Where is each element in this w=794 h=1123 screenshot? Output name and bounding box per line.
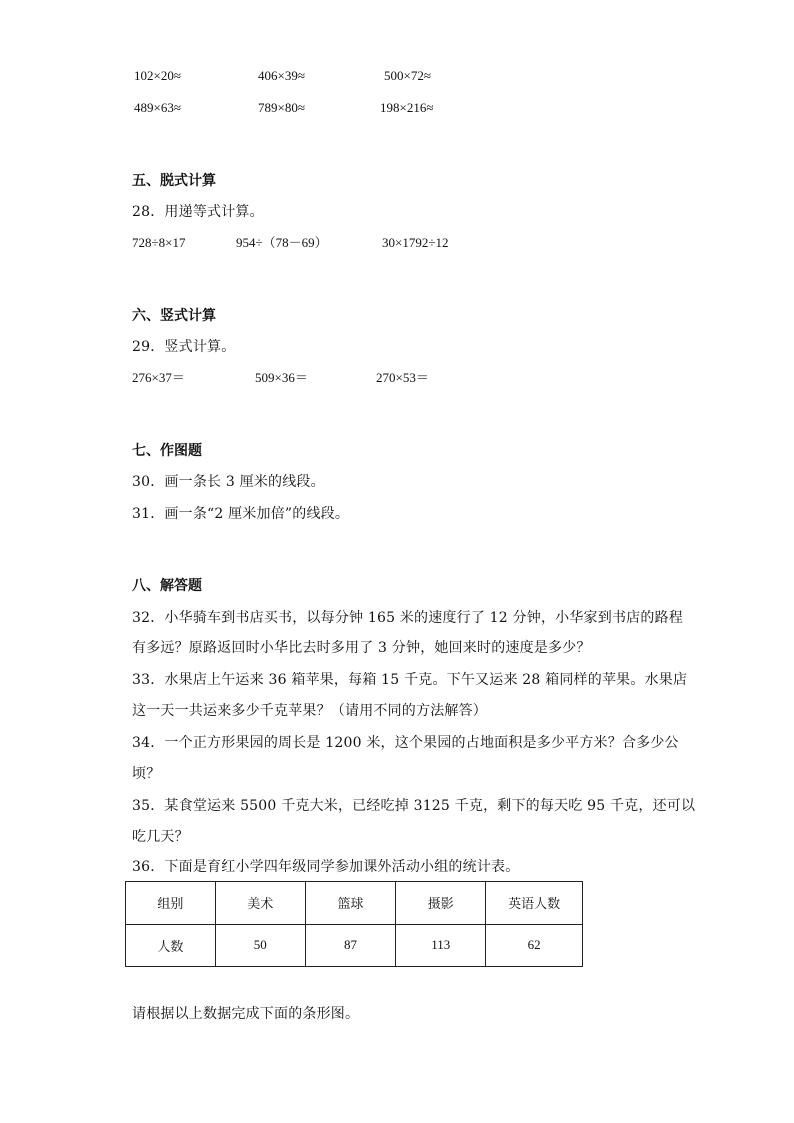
question-34-line-1: 34．一个正方形果园的周长是 1200 米，这个果园的占地面积是多少平方米？合多少公	[132, 735, 679, 751]
table-header-row	[126, 882, 583, 925]
table-header-cell: 英语人数	[486, 882, 583, 925]
estimate-6: 198×216≈	[380, 100, 434, 115]
table-header-cell: 摄影	[396, 882, 486, 925]
section-title-five: 五、脱式计算	[132, 173, 216, 189]
question-32-line-1: 32．小华骑车到书店买书，以每分钟 165 米的速度行了 12 分钟，小华家到书店的路程	[132, 610, 683, 626]
question-30: 30．画一条长 3 厘米的线段。	[132, 474, 325, 490]
question-34-line-2: 顷？	[132, 766, 161, 782]
table-cell: 62	[486, 924, 583, 967]
question-36: 36．下面是育红小学四年级同学参加课外活动小组的统计表。	[132, 859, 520, 875]
estimate-1: 102×20≈	[134, 68, 181, 83]
expression-28a: 728÷8×17	[132, 235, 186, 250]
question-28: 28．用递等式计算。	[132, 204, 264, 220]
expression-28c: 30×1792÷12	[382, 235, 449, 250]
question-31: 31．画一条“2 厘米加倍”的线段。	[132, 506, 350, 522]
table-cell: 87	[305, 924, 396, 967]
question-33-line-2: 这一天一共运来多少千克苹果？（请用不同的方法解答）	[132, 703, 487, 719]
question-35-line-1: 35．某食堂运来 5500 千克大米，已经吃掉 3125 千克，剩下的每天吃 95 千克，还可以	[132, 798, 696, 814]
table-header-cell: 美术	[215, 882, 305, 925]
question-32-line-2: 有多远？原路返回时小华比去时多用了 3 分钟，她回来时的速度是多少？	[132, 640, 591, 656]
table-cell: 人数	[126, 924, 216, 967]
expression-29c: 270×53＝	[376, 370, 429, 385]
section-title-eight: 八、解答题	[132, 578, 202, 594]
table-cell: 113	[396, 924, 486, 967]
section-title-seven: 七、作图题	[132, 443, 202, 459]
table-header-cell: 组别	[126, 882, 216, 925]
question-35-line-2: 吃几天？	[132, 829, 189, 845]
instruction-after-table: 请根据以上数据完成下面的条形图。	[132, 1006, 360, 1022]
estimate-4: 489×63≈	[134, 100, 181, 115]
table-header-cell: 篮球	[305, 882, 396, 925]
estimate-2: 406×39≈	[258, 68, 305, 83]
estimate-3: 500×72≈	[384, 68, 431, 83]
section-title-six: 六、竖式计算	[132, 308, 216, 324]
expression-29a: 276×37＝	[132, 370, 185, 385]
question-29: 29．竖式计算。	[132, 339, 236, 355]
question-33-line-1: 33．水果店上午运来 36 箱苹果，每箱 15 千克。下午又运来 28 箱同样的苹果。水果店	[132, 672, 688, 688]
table-cell: 50	[215, 924, 305, 967]
table-row	[126, 924, 583, 967]
estimate-5: 789×80≈	[258, 100, 305, 115]
expression-28b: 954÷（78－69）	[236, 235, 328, 250]
expression-29b: 509×36＝	[255, 370, 308, 385]
statistics-table	[125, 881, 583, 967]
